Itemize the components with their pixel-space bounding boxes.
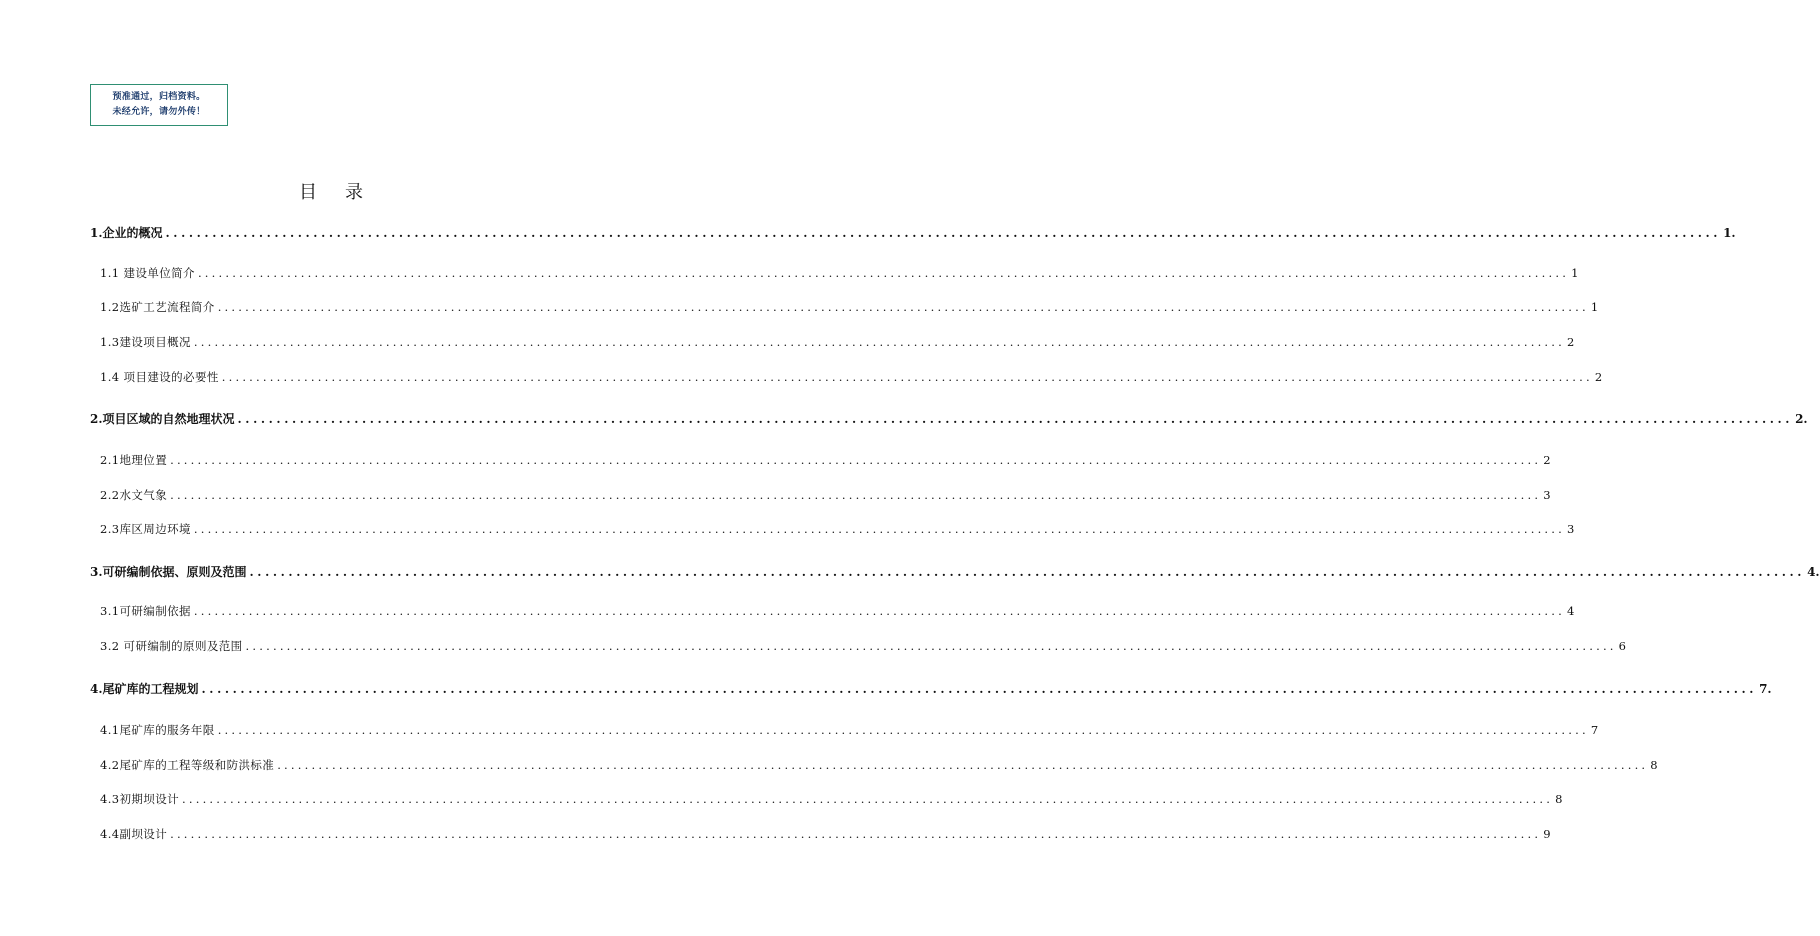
toc-entry[interactable] xyxy=(100,299,1599,315)
toc-entry-label: 1.1 建设单位简介 xyxy=(100,266,195,280)
toc-entry-label: 1.2选矿工艺流程简介 xyxy=(100,300,215,314)
toc-entry[interactable] xyxy=(100,826,1551,842)
toc-leader-dots: ........................................................................................................................................................................................................ xyxy=(245,639,1617,653)
toc-entry-label: 2.1地理位置 xyxy=(100,453,168,467)
toc-entry[interactable] xyxy=(100,791,1563,807)
toc-entry-label: 2.3库区周边环境 xyxy=(100,522,191,536)
toc-page-number: 4. xyxy=(1807,565,1820,579)
toc-entry-label: 4.4副坝设计 xyxy=(100,827,168,841)
toc-page-number: 7 xyxy=(1590,723,1599,737)
toc-entry[interactable] xyxy=(90,563,1820,580)
toc-entry[interactable] xyxy=(100,521,1575,537)
toc-entry[interactable] xyxy=(90,224,1736,241)
toc-leader-dots: ........................................................................................................................................................................................................ xyxy=(170,453,1542,467)
toc-page-number: 1 xyxy=(1590,300,1599,314)
toc-entry-label: 1.4 项目建设的必要性 xyxy=(100,370,219,384)
toc-entry[interactable] xyxy=(100,603,1575,619)
toc-entry-label: 4.1尾矿库的服务年限 xyxy=(100,723,215,737)
toc-page-number: 8 xyxy=(1555,792,1563,806)
toc-page-number: 9 xyxy=(1543,827,1551,841)
toc-leader-dots: ........................................................................................................................................................................................................ xyxy=(165,226,1722,240)
toc-page-number: 7. xyxy=(1759,682,1772,696)
toc-entry-label: 3.2 可研编制的原则及范围 xyxy=(100,639,243,653)
toc-entry-label: 3.1可研编制依据 xyxy=(100,604,191,618)
toc-leader-dots: ........................................................................................................................................................................................................ xyxy=(182,792,1554,806)
toc-entry[interactable] xyxy=(90,410,1808,427)
toc-leader-dots: ........................................................................................................................................................................................................ xyxy=(193,604,1565,618)
toc-page-number: 3 xyxy=(1567,522,1575,536)
toc-leader-dots: ........................................................................................................................................................................................................ xyxy=(249,565,1806,579)
stamp-line-2: 未经允许，请勿外传！ xyxy=(112,107,206,117)
toc-entry[interactable] xyxy=(100,757,1659,773)
toc-leader-dots: ........................................................................................................................................................................................................ xyxy=(170,488,1542,502)
toc-entry[interactable] xyxy=(100,722,1599,738)
page-title: 目录 xyxy=(299,182,391,203)
toc-entry-label: 4.2尾矿库的工程等级和防洪标准 xyxy=(100,758,275,772)
toc-entry-label: 4.尾矿库的工程规划 xyxy=(90,682,199,696)
toc-entry[interactable] xyxy=(100,334,1575,350)
toc-entry[interactable] xyxy=(100,487,1551,503)
toc-entry[interactable] xyxy=(100,265,1579,281)
toc-page-number: 1 xyxy=(1571,266,1579,280)
toc-page-number: 2 xyxy=(1567,335,1575,349)
toc-page-number: 2 xyxy=(1594,370,1603,384)
toc-page-number: 8 xyxy=(1650,758,1659,772)
toc-page-number: 4 xyxy=(1567,604,1575,618)
toc-page-number: 1. xyxy=(1723,226,1736,240)
toc-leader-dots: ........................................................................................................................................................................................................ xyxy=(237,412,1794,426)
toc-entry-label: 2.项目区域的自然地理状况 xyxy=(90,412,235,426)
toc-entry-label: 1.企业的概况 xyxy=(90,226,163,240)
toc-leader-dots: ........................................................................................................................................................................................................ xyxy=(170,827,1542,841)
toc-page-number: 6 xyxy=(1618,639,1627,653)
toc-page-number: 3 xyxy=(1543,488,1551,502)
toc-entry-label: 3.可研编制依据、原则及范围 xyxy=(90,565,247,579)
stamp-line-1: 预准通过，归档资料。 xyxy=(112,92,206,102)
toc-leader-dots: ........................................................................................................................................................................................................ xyxy=(201,682,1758,696)
toc-leader-dots: ........................................................................................................................................................................................................ xyxy=(193,522,1565,536)
toc-leader-dots: ........................................................................................................................................................................................................ xyxy=(277,758,1649,772)
toc-page-number: 2 xyxy=(1543,453,1551,467)
watermark-stamp xyxy=(90,84,228,126)
toc-entry[interactable] xyxy=(100,369,1603,385)
toc-leader-dots: ........................................................................................................................................................................................................ xyxy=(217,300,1589,314)
toc-entry[interactable] xyxy=(90,680,1772,697)
toc-entry-label: 1.3建设项目概况 xyxy=(100,335,191,349)
toc-leader-dots: ........................................................................................................................................................................................................ xyxy=(217,723,1589,737)
toc-entry[interactable] xyxy=(100,638,1627,654)
toc-entry-label: 2.2水文气象 xyxy=(100,488,168,502)
toc-entry[interactable] xyxy=(100,452,1551,468)
toc-leader-dots: ........................................................................................................................................................................................................ xyxy=(221,370,1593,384)
toc-page-number: 2. xyxy=(1795,412,1808,426)
toc-leader-dots: ........................................................................................................................................................................................................ xyxy=(197,266,1570,280)
toc-entry-label: 4.3初期坝设计 xyxy=(100,792,179,806)
toc-leader-dots: ........................................................................................................................................................................................................ xyxy=(193,335,1565,349)
